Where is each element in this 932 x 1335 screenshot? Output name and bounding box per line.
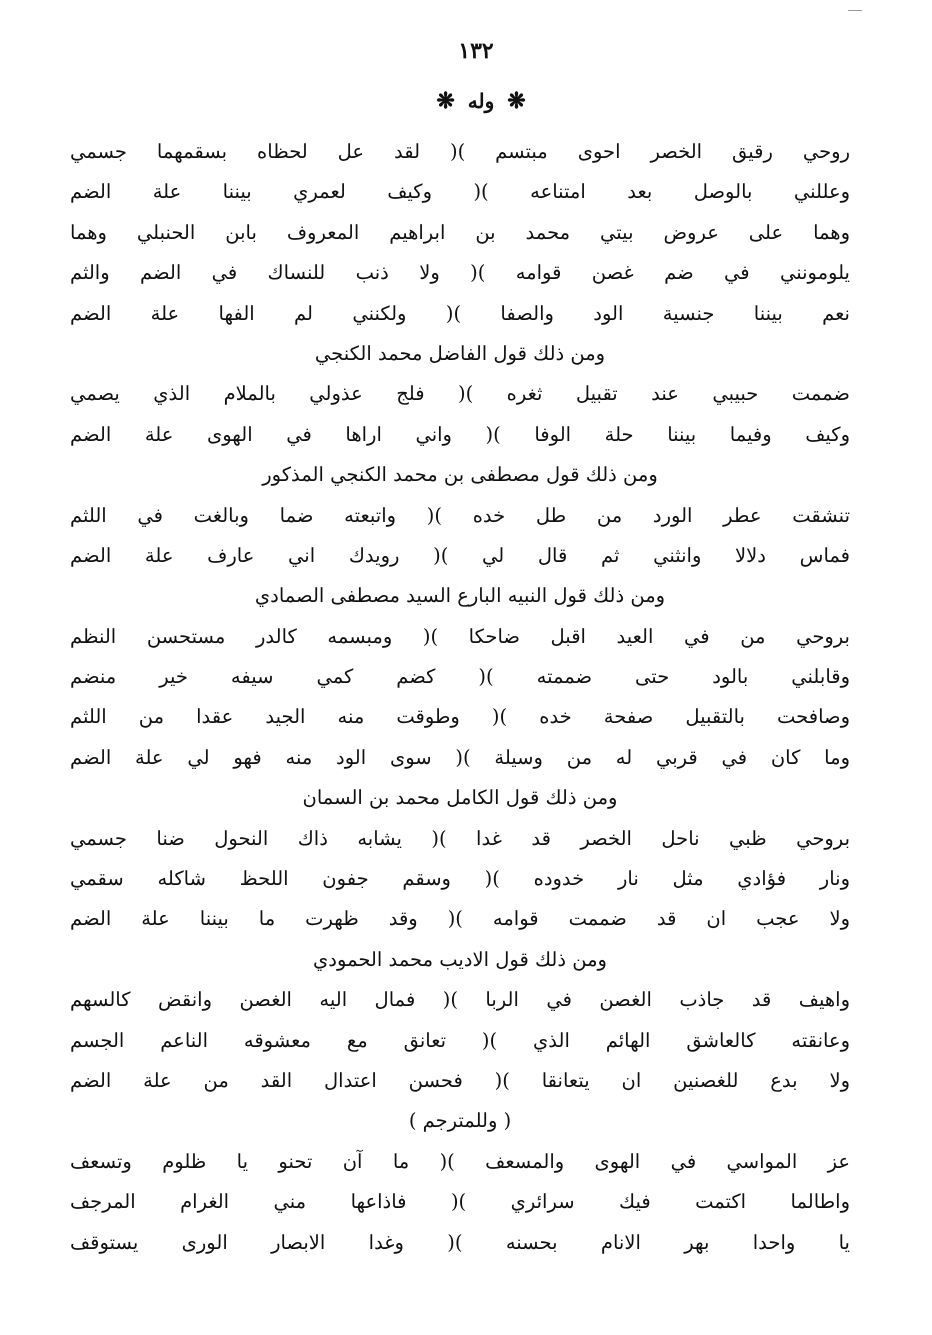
verse-line: ولا عجب ان قد ضممت قوامه )( وقد ظهرت ما بيننا علة الضم xyxy=(70,907,850,931)
heading-line: ومن ذلك قول الكامل محمد بن السمان xyxy=(302,786,618,810)
heading-line: ومن ذلك قول النبيه البارع السيد مصطفى الصمادي xyxy=(254,584,666,608)
verse-line: ونار فؤادي مثل نار خدوده )( وسقم جفون اللحظ شاكله سقمي xyxy=(70,867,850,891)
page-number: ١٣٢ xyxy=(458,38,494,64)
verse-line: فماس دلالا وانثني ثم قال لي )( رويدك اني عارف علة الضم xyxy=(70,543,850,567)
verse-line: وكيف وفيما بيننا حلة الوفا )( واني اراها في الهوى علة الضم xyxy=(70,422,850,446)
verse-line: وما كان في قربي له من وسيلة )( سوى الود منه فهو لي علة الضم xyxy=(70,745,850,769)
ornament-icon: ❋ xyxy=(436,88,455,114)
heading-line: ومن ذلك قول مصطفى بن محمد الكنجي المذكور xyxy=(262,463,658,487)
verse-line: تنشقت عطر الورد من طل خده )( واتبعته ضما وبالغت في اللثم xyxy=(70,503,850,527)
heading-line: ومن ذلك قول الاديب محمد الحمودي xyxy=(313,947,607,971)
scan-mark xyxy=(848,10,862,11)
verse-line: نعم بيننا جنسية الود والصفا )( ولكنني لم الفها علة الضم xyxy=(70,301,850,325)
verse-line: وصافحت بالتقبيل صفحة خده )( وطوقت منه الجيد عقدا من اللثم xyxy=(70,705,850,729)
verse-line: وعانقته كالعاشق الهائم الذي )( تعانق مع معشوقه الناعم الجسم xyxy=(70,1028,850,1052)
verse-line: واطالما اكتمت فيك سرائري )( فاذاعها مني الغرام المرجف xyxy=(70,1190,850,1214)
verse-line: وعللني بالوصل بعد امتناعه )( وكيف لعمري بيننا علة الضم xyxy=(70,180,850,204)
section-header xyxy=(0,88,932,114)
heading-line: ( وللمترجم ) xyxy=(408,1109,512,1133)
verse-line: ولا بدع للغصنين ان يتعانقا )( فحسن اعتدال القد من علة الضم xyxy=(70,1068,850,1092)
verse-line: وقابلني بالود حتى ضممته )( كضم كمي سيفه خير منضم xyxy=(70,665,850,689)
verse-line: وهما على عروض بيتي محمد بن ابراهيم المعروف بابن الحنبلي وهما xyxy=(70,220,850,244)
verse-line: يلومونني في ضم غصن قوامه )( ولا ذنب للنساك في الضم والثم xyxy=(70,261,850,285)
verse-line: روحي رقيق الخصر احوى مبتسم )( لقد عل لحظاه بسقمهما جسمي xyxy=(70,140,850,163)
text-body xyxy=(70,132,850,1263)
verse-line: عز المواسي في الهوى والمسعف )( ما آن تحنو يا ظلوم وتسعف xyxy=(70,1149,850,1173)
heading-line: ومن ذلك قول الفاضل محمد الكنجي xyxy=(314,341,606,365)
ornament-icon: ❋ xyxy=(507,88,526,114)
verse-line: بروحي من في العيد اقبل ضاحكا )( ومبسمه كالدر مستحسن النظم xyxy=(70,624,850,648)
verse-line: بروحي ظبي ناحل الخصر قد غدا )( يشابه ذاك النحول ضنا جسمي xyxy=(70,826,850,850)
verse-line: واهيف قد جاذب الغصن في الربا )( فمال اليه الغصن وانقض كالسهم xyxy=(70,988,850,1012)
verse-line: ضممت حبيبي عند تقبيل ثغره )( فلج عذولي بالملام الذي يصمي xyxy=(70,382,850,406)
section-title: وله xyxy=(467,89,495,113)
verse-line: يا واحدا بهر الانام بحسنه )( وغدا الابصار الورى يستوقف xyxy=(70,1230,850,1254)
